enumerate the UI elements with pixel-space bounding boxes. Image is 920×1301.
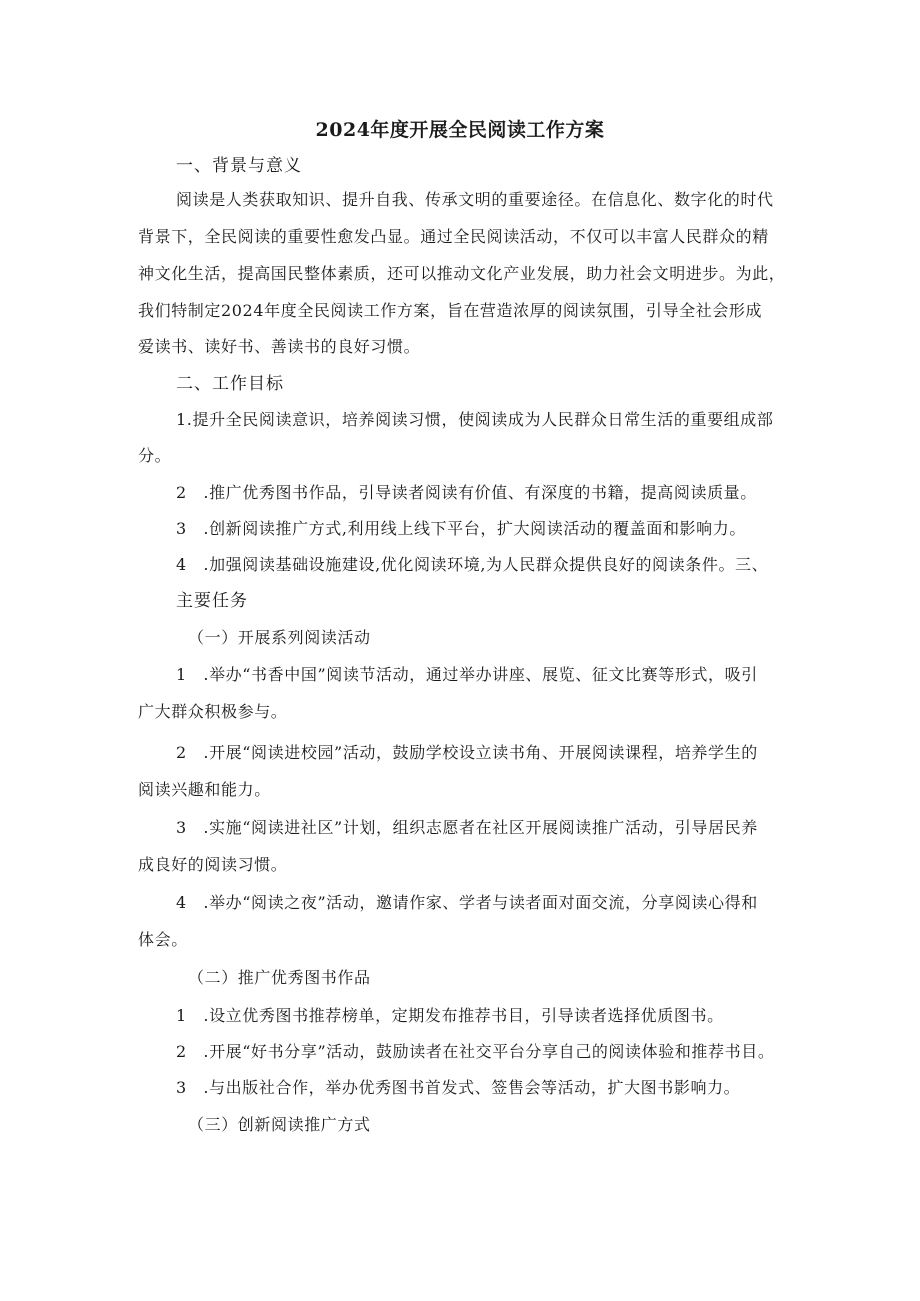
task-item: 2 .开展“好书分享”活动，鼓励读者在社交平台分享自己的阅读体验和推荐书目。 bbox=[176, 1042, 775, 1061]
task-item: 4 .举办“阅读之夜”活动，邀请作家、学者与读者面对面交流，分享阅读心得和 bbox=[176, 893, 758, 912]
task-item-cont: 广大群众积极参与。 bbox=[138, 702, 288, 721]
goal-item-4: 4 .加强阅读基础设施建设,优化阅读环境,为人民群众提供良好的阅读条件。三、 bbox=[176, 555, 769, 574]
goal-item-3: 3 .创新阅读推广方式,利用线上线下平台，扩大阅读活动的覆盖面和影响力。 bbox=[176, 519, 746, 538]
paragraph-line: 神文化生活，提高国民整体素质，还可以推动文化产业发展，助力社会文明进步。为此， bbox=[138, 264, 786, 283]
goal-item-2: 2 .推广优秀图书作品，引导读者阅读有价值、有深度的书籍，提高阅读质量。 bbox=[176, 483, 757, 502]
task-item: 3 .与出版社合作，举办优秀图书首发式、签售会等活动，扩大图书影响力。 bbox=[176, 1078, 741, 1097]
section-heading-tasks: 主要任务 bbox=[176, 591, 248, 611]
task-item: 1 .设立优秀图书推荐榜单，定期发布推荐书目，引导读者选择优质图书。 bbox=[176, 1006, 724, 1025]
task-item-cont: 体会。 bbox=[138, 930, 188, 949]
task-item-cont: 阅读兴趣和能力。 bbox=[138, 780, 271, 799]
paragraph-line: 爱读书、读好书、善读书的良好习惯。 bbox=[138, 337, 421, 356]
paragraph-line: 我们特制定2024年度全民阅读工作方案，旨在营造浓厚的阅读氛围，引导全社会形成 bbox=[138, 301, 763, 320]
paragraph-line: 背景下，全民阅读的重要性愈发凸显。通过全民阅读活动，不仅可以丰富人民群众的精 bbox=[138, 227, 769, 246]
task-item: 1 .举办“书香中国”阅读节活动，通过举办讲座、展览、征文比赛等形式，吸引 bbox=[176, 665, 758, 684]
task-item-cont: 成良好的阅读习惯。 bbox=[138, 855, 288, 874]
task-item: 3 .实施“阅读进社区”计划，组织志愿者在社区开展阅读推广活动，引导居民养 bbox=[176, 818, 758, 837]
document-title: 2024年度开展全民阅读工作方案 bbox=[315, 119, 605, 141]
subsection-heading-books: （二）推广优秀图书作品 bbox=[188, 968, 371, 987]
goal-item-1-cont: 分。 bbox=[138, 446, 172, 465]
section-heading-background: 一、背景与意义 bbox=[176, 156, 302, 176]
paragraph-line: 阅读是人类获取知识、提升自我、传承文明的重要途径。在信息化、数字化的时代 bbox=[176, 190, 774, 209]
task-item: 2 .开展“阅读进校园”活动，鼓励学校设立读书角、开展阅读课程，培养学生的 bbox=[176, 743, 758, 762]
goal-item-1: 1.提升全民阅读意识，培养阅读习惯，使阅读成为人民群众日常生活的重要组成部 bbox=[176, 410, 774, 429]
section-heading-goals: 二、工作目标 bbox=[176, 374, 284, 394]
subsection-heading-promotion: （三）创新阅读推广方式 bbox=[188, 1115, 371, 1134]
subsection-heading-activities: （一）开展系列阅读活动 bbox=[188, 628, 371, 647]
